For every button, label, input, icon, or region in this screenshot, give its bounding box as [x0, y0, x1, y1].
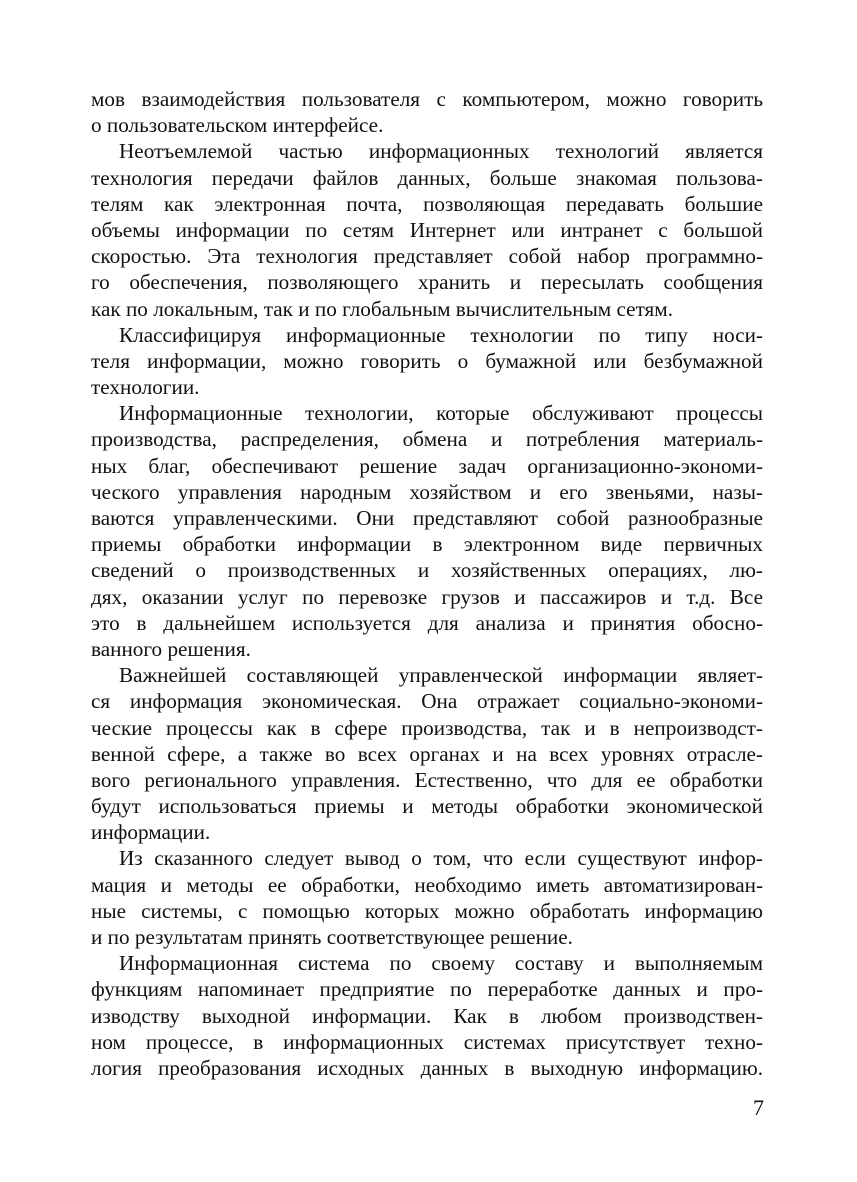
text-line: вого регионального управления. Естественно, что для ее обработки — [91, 767, 763, 792]
text-line: мов взаимодействия пользователя с компьютером, можно говорить — [91, 87, 763, 111]
text-line: технологии. — [91, 375, 200, 400]
text-line: Из сказанного следует вывод о том, что если существуют инфор- — [119, 846, 763, 871]
text-line: и по результатам принять соответствующее решение. — [91, 925, 573, 949]
text-line: приемы обработки информации в электронном виде первичных — [91, 532, 763, 557]
paragraph — [91, 950, 763, 1081]
text-line: теля информации, можно говорить о бумажной или безбумажной — [91, 348, 763, 373]
text-line: венной сфере, а также во всех органах и на всех уровнях отрасле- — [91, 741, 763, 766]
text-line: изводству выходной информации. Как в любом производствен- — [91, 1003, 763, 1028]
text-line: ческого управления народным хозяйством и его звеньями, назы- — [91, 479, 763, 504]
paragraph — [91, 138, 763, 321]
text-line: ся информация экономическая. Она отражает социально-экономи- — [91, 689, 763, 714]
text-line: функциям напоминает предприятие по переработке данных и про- — [91, 977, 763, 1002]
text-line: Информационная система по своему составу и выполняемым — [119, 951, 763, 976]
paragraph — [91, 322, 763, 401]
text-line: производства, распределения, обмена и потребления материаль- — [91, 427, 763, 452]
text-line: телям как электронная почта, позволяющая передавать большие — [91, 191, 763, 216]
text-line: скоростью. Эта технология представляет собой набор программно- — [91, 244, 763, 269]
paragraph — [91, 400, 763, 662]
text-line: ванного решения. — [91, 636, 251, 661]
paragraph — [91, 86, 763, 138]
text-line: информации. — [91, 820, 211, 845]
text-line: логия преобразования исходных данных в выходную информацию. — [91, 1055, 763, 1080]
text-line: Важнейшей составляющей управленческой информации являет- — [119, 663, 763, 688]
text-line: о пользовательском интерфейсе. — [91, 113, 384, 138]
text-line: мация и методы ее обработки, необходимо иметь автоматизирован- — [91, 872, 763, 897]
text-line: Неотъемлемой частью информационных технологий является — [119, 139, 763, 164]
text-line: Классифицируя информационные технологии по типу носи- — [119, 322, 763, 347]
text-line: будут использоваться приемы и методы обработки экономической — [91, 794, 763, 819]
text-line: как по локальным, так и по глобальным вычислительным сетям. — [91, 296, 674, 321]
text-line: ваются управленческими. Они представляют собой разнообразные — [91, 506, 763, 530]
paragraph — [91, 845, 763, 950]
page-body — [91, 86, 763, 1081]
paragraph — [91, 662, 763, 845]
text-line: ческие процессы как в сфере производства, так и в непроизводст- — [91, 715, 763, 740]
text-line: сведений о производственных и хозяйственных операциях, лю- — [91, 558, 763, 583]
text-line: объемы информации по сетям Интернет или интранет с большой — [91, 217, 763, 242]
text-line: это в дальнейшем используется для анализа и принятия обосно- — [91, 610, 763, 635]
text-line: ные системы, с помощью которых можно обработать информацию — [91, 898, 763, 923]
text-line: го обеспечения, позволяющего хранить и пересылать сообщения — [91, 270, 763, 295]
text-line: Информационные технологии, которые обслуживают процессы — [119, 401, 763, 426]
text-line: ных благ, обеспечивают решение задач организационно-экономи- — [91, 453, 763, 478]
text-line: технология передачи файлов данных, больше знакомая пользова- — [91, 165, 763, 190]
text-line: дях, оказании услуг по перевозке грузов и пассажиров и т.д. Все — [91, 584, 763, 609]
text-line: ном процессе, в информационных системах присутствует техно- — [91, 1029, 763, 1054]
page-number: 7 — [753, 1095, 764, 1120]
